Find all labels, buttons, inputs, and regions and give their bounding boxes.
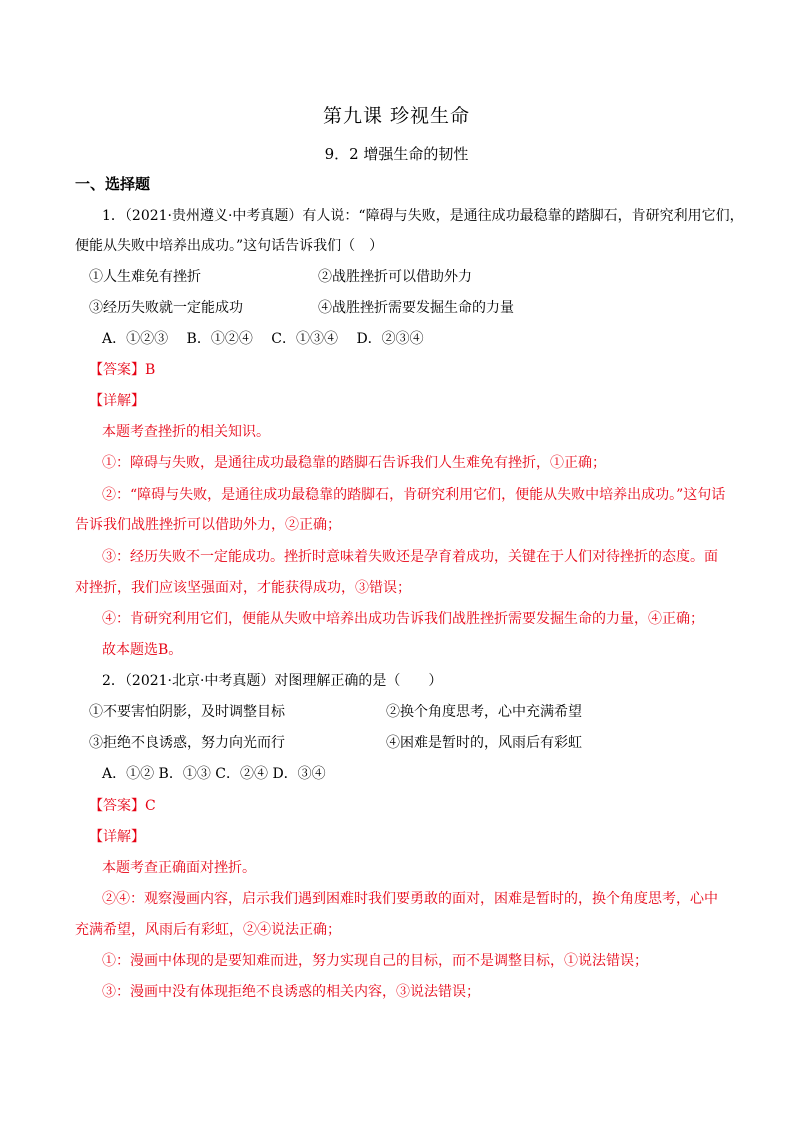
- q2-option-3: ③拒绝不良诱惑，努力向光而行: [89, 735, 285, 751]
- q2-explain-3: ①：漫画中体现的是要知难而进，努力实现自己的目标，而不是调整目标，①说法错误；: [102, 953, 648, 969]
- q1-option-3: ③经历失败就一定能成功: [89, 300, 243, 316]
- q2-option-1: ①不要害怕阴影，及时调整目标: [89, 704, 285, 720]
- q1-option-4: ④战胜挫折需要发掘生命的力量: [318, 300, 514, 316]
- q2-explain-2a: ②④：观察漫画内容，启示我们遇到困难时我们要勇敢的面对，困难是暂时的，换个角度思考，心中: [102, 891, 718, 907]
- q1-explain-2: ①：障碍与失败，是通往成功最稳靠的踏脚石告诉我们人生难免有挫折，①正确；: [102, 455, 606, 471]
- q2-option-4: ④困难是暂时的，风雨后有彩虹: [386, 735, 582, 751]
- q2-stem: 2．（2021·北京·中考真题）对图理解正确的是（ ）: [102, 673, 443, 689]
- q1-explain-1: 本题考查挫折的相关知识。: [102, 424, 270, 440]
- q1-option-2: ②战胜挫折可以借助外力: [318, 269, 472, 285]
- q2-option-2: ②换个角度思考，心中充满希望: [386, 704, 582, 720]
- q2-explain-2b: 充满希望，风雨后有彩虹，②④说法正确；: [75, 922, 341, 938]
- q1-choices: A．①②③ B．①②④ C．①③④ D．②③④: [102, 331, 424, 347]
- q2-choices: A．①② B．①③ C．②④ D．③④: [102, 766, 326, 782]
- q1-stem-line1: 1．（2021·贵州遵义·中考真题）有人说：“障碍与失败，是通往成功最稳靠的踏脚石，肯研究利用它们，: [102, 208, 744, 224]
- q1-explain-4b: 对挫折，我们应该坚强面对，才能获得成功，③错误；: [75, 580, 411, 596]
- lesson-title: 第九课 珍视生命: [322, 105, 471, 127]
- q1-explain-3b: 告诉我们战胜挫折可以借助外力，②正确；: [75, 517, 341, 533]
- q1-explain-3a: ②：“障碍与失败，是通往成功最稳靠的踏脚石，肯研究利用它们，便能从失败中培养出成功。”这句话: [102, 487, 726, 503]
- q1-stem-line2: 便能从失败中培养出成功。”这句话告诉我们（ ）: [75, 238, 384, 254]
- q1-explain-5: ④：肯研究利用它们，便能从失败中培养出成功告诉我们战胜挫折需要发掘生命的力量，④正确；: [102, 611, 704, 627]
- q1-explain-6: 故本题选B。: [102, 642, 183, 658]
- lesson-subtitle: 9．2 增强生命的韧性: [324, 145, 469, 163]
- q2-explain-1: 本题考查正确面对挫折。: [102, 860, 256, 876]
- q1-option-1: ①人生难免有挫折: [89, 269, 201, 285]
- q1-answer: 【答案】B: [89, 362, 156, 378]
- q1-detail-heading: 【详解】: [89, 393, 145, 409]
- q2-explain-4: ③：漫画中没有体现拒绝不良诱惑的相关内容，③说法错误；: [102, 984, 480, 1000]
- q2-detail-heading: 【详解】: [89, 829, 145, 845]
- q2-answer: 【答案】C: [89, 798, 156, 814]
- q1-explain-4a: ③：经历失败不一定能成功。挫折时意味着失败还是孕育着成功，关键在于人们对待挫折的态度。面: [102, 549, 718, 565]
- section-heading: 一、选择题: [75, 175, 151, 193]
